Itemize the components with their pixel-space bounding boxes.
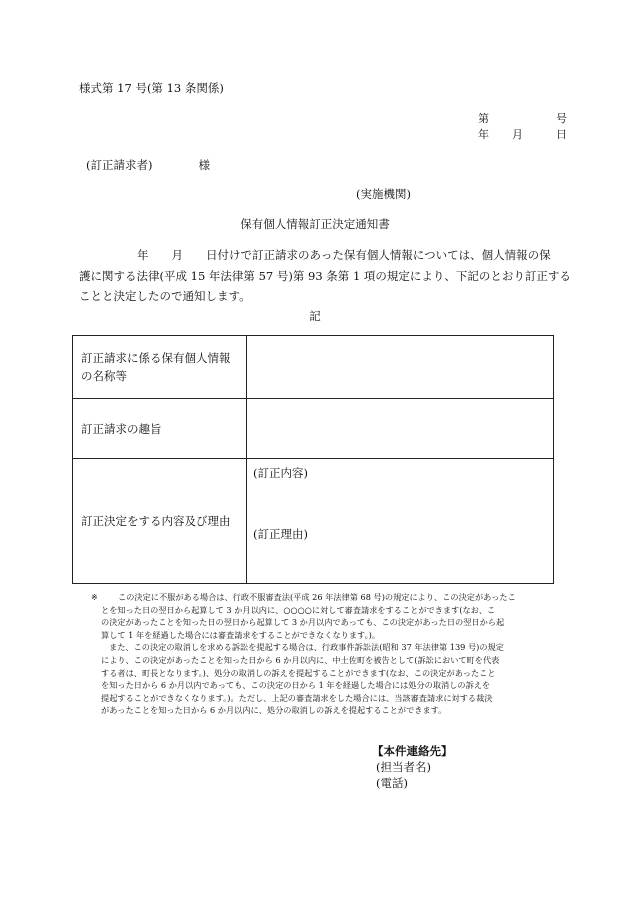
number-suffix: 号 [556, 112, 567, 125]
table-row [73, 336, 554, 399]
issuing-agency: (実施機関) [356, 187, 411, 201]
note-mark: ※ [91, 592, 98, 602]
contact-heading: 【本件連絡先】 [372, 744, 453, 758]
date-month: 月 [512, 128, 523, 141]
note-line: この決定に不服がある場合は、行政不服審査法(平成 26 年法律第 68 号)の規定により、この決定があったこ [118, 592, 516, 602]
body-line: ことと決定したので通知します。 [79, 289, 251, 303]
note-line: の決定があったことを知った日の翌日から起算して 3 か月以内であっても、この決定があった日の翌日から起 [101, 617, 505, 628]
table-row [73, 459, 554, 584]
contact-phone: (電話) [376, 776, 408, 790]
info-name-field[interactable] [247, 336, 554, 399]
body-line: 年 月 日付けで訂正請求のあった保有個人情報については、個人情報の保 [137, 248, 551, 262]
contact-block [372, 743, 453, 791]
note-line: とを知った日の翌日から起算して 3 か月以内に、○○○○に対して審査請求をすることができます(なお、こ [101, 604, 496, 615]
addressee-label: (訂正請求者) [86, 158, 153, 172]
addressee-honorific: 様 [198, 158, 210, 172]
correction-content-label: (訂正内容) [253, 466, 308, 480]
ki-heading: 記 [309, 309, 321, 323]
notice-body [79, 245, 571, 307]
table-row [73, 399, 554, 459]
request-purpose-field[interactable] [247, 399, 554, 459]
form-number: 様式第 17 号(第 13 条関係) [79, 81, 224, 95]
body-line: 護に関する法律(平成 15 年法律第 57 号)第 93 条第 1 項の規定により、下記のとおり訂正する [79, 268, 571, 283]
decision-table [72, 335, 554, 584]
date-year: 年 [478, 128, 489, 141]
note-line: する者は、町長となります。)、処分の取消しの訴えを提起することができます(なお、この決定があったこと [101, 667, 496, 678]
page-title: 保有個人情報訂正決定通知書 [240, 217, 390, 231]
row-label-decision-content: 訂正決定をする内容及び理由 [73, 459, 247, 584]
row-label-info-name [73, 336, 247, 399]
date-day: 日 [556, 128, 567, 141]
row-label-request-purpose: 訂正請求の趣旨 [73, 399, 247, 459]
correction-reason-label: (訂正理由) [253, 527, 308, 541]
row-label-line: 訂正請求に係る保有個人情報 [81, 351, 231, 365]
note-line: により、この決定があったことを知った日から 6 か月以内に、中土佐町を被告として(訴訟において町を代表 [101, 654, 500, 665]
note-line: 算して 1 年を経過した場合には審査請求をすることができなくなります。)。 [101, 629, 381, 640]
addressee [86, 157, 210, 173]
number-prefix: 第 [478, 112, 489, 125]
appeal-note [79, 591, 561, 717]
row-label-line: の名称等 [81, 369, 127, 383]
contact-person: (担当者名) [376, 760, 431, 774]
note-line: を知った日から 6 か月以内であっても、この決定の日から 1 年を経過した場合には処分の取消しの訴えを [101, 680, 491, 691]
decision-content-field[interactable] [247, 459, 554, 584]
note-line: があったことを知った日から 6 か月以内に、処分の取消しの訴えを提起することができます。 [101, 705, 447, 716]
note-line: 提起することができなくなります。)。ただし、上記の審査請求をした場合には、当該審査請求に対する裁決 [101, 692, 493, 703]
note-line: また、この決定の取消しを求める訴訟を提起する場合は、行政事件訴訟法(昭和 37 年法律第 139 号)の規定 [109, 642, 504, 653]
